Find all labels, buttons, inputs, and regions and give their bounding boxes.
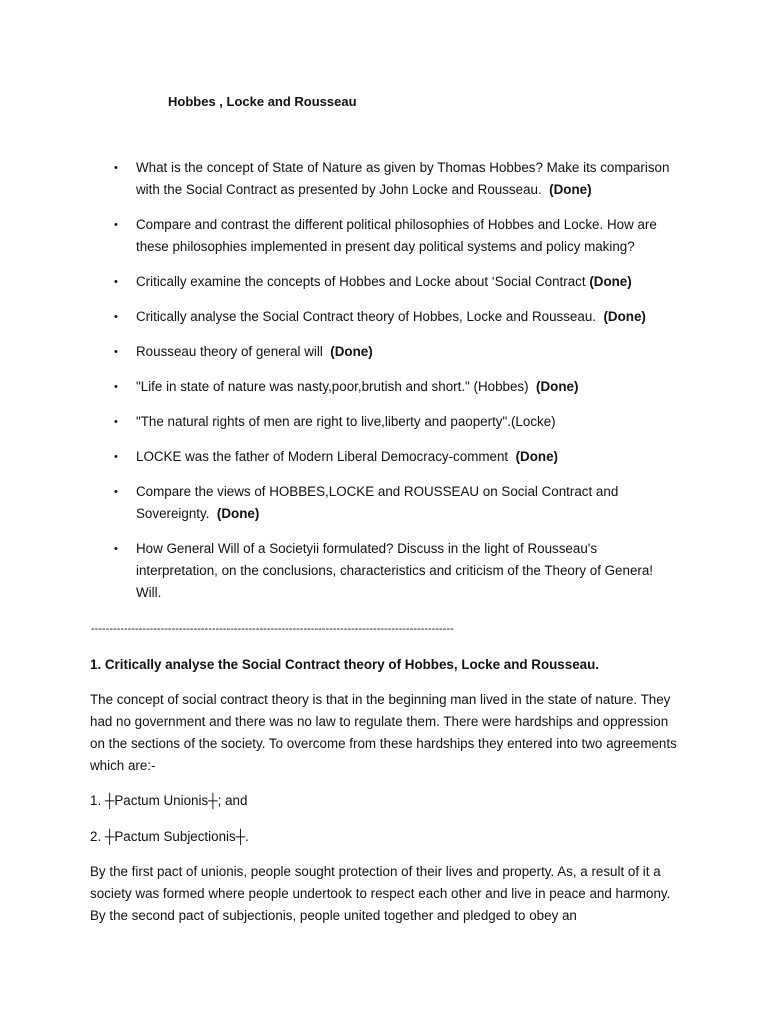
list-item [112, 341, 682, 363]
bullet-icon: • [114, 219, 118, 231]
pact-item-2: 2. ┼Pactum Subjectionis┼. [90, 829, 249, 844]
bullet-icon: • [114, 451, 118, 463]
bullet-icon: • [114, 276, 118, 288]
list-item [112, 538, 682, 604]
bullet-icon: • [114, 543, 118, 555]
divider-line: --------------------------------------------------------------------------------------------------- [91, 623, 454, 635]
question-text: What is the concept of State of Nature as given by Thomas Hobbes? Make its comparison with the Social Contract as presented by John Locke and Rousseau. [136, 160, 670, 197]
question-text: Critically analyse the Social Contract theory of Hobbes, Locke and Rousseau. [136, 309, 596, 324]
question-text: "The natural rights of men are right to live,liberty and paoperty".(Locke) [136, 414, 556, 429]
question-text: Rousseau theory of general will [136, 344, 323, 359]
intro-paragraph: The concept of social contract theory is that in the beginning man lived in the state of nature. They had no government and there was no law to regulate them. There were hardships and oppression on the sections of the society. To overcome from these hardships they entered into two agreements which are:- [90, 692, 677, 773]
list-item [112, 306, 682, 328]
question-text: LOCKE was the father of Modern Liberal Democracy-comment [136, 449, 509, 464]
bullet-icon: • [114, 486, 118, 498]
question-list [112, 157, 682, 617]
list-item [112, 214, 682, 258]
question-text: How General Will of a Societyii formulated? Discuss in the light of Rousseau's interpretation, on the conclusions, characteristics and criticism of the Theory of Genera! Will. [136, 541, 654, 600]
question-text: Compare and contrast the different political philosophies of Hobbes and Locke. How are these philosophies implemented in present day political systems and policy making? [136, 217, 657, 254]
status-badge: (Done) [536, 379, 579, 394]
list-item [112, 271, 682, 293]
bullet-icon: • [114, 162, 118, 174]
bullet-icon: • [114, 381, 118, 393]
document-title: Hobbes , Locke and Rousseau [168, 94, 357, 109]
bullet-icon: • [114, 346, 118, 358]
list-item [112, 376, 682, 398]
question-text: Compare the views of HOBBES,LOCKE and ROUSSEAU on Social Contract and Sovereignty. [136, 484, 619, 521]
status-badge: (Done) [216, 506, 260, 521]
pact-item-1: 1. ┼Pactum Unionis┼; and [90, 793, 248, 808]
list-item [112, 446, 682, 468]
status-badge: (Done) [330, 344, 373, 359]
section-heading: 1. Critically analyse the Social Contract theory of Hobbes, Locke and Rousseau. [90, 657, 599, 672]
pact-paragraph: By the first pact of unionis, people sought protection of their lives and property. As, a result of it a society was formed where people undertook to respect each other and live in peace and harmony. By the second pact of subjectionis, people united together and pledged to obey an [90, 864, 671, 923]
question-text: "Life in state of nature was nasty,poor,brutish and short." (Hobbes) [136, 379, 529, 394]
bullet-icon: • [114, 311, 118, 323]
list-item [112, 411, 682, 433]
list-item [112, 481, 682, 525]
status-badge: (Done) [589, 274, 632, 289]
status-badge: (Done) [549, 182, 592, 197]
status-badge: (Done) [515, 449, 558, 464]
status-badge: (Done) [603, 309, 646, 324]
list-item [112, 157, 682, 201]
question-text: Critically examine the concepts of Hobbes and Locke about ‘Social Contract [136, 274, 586, 289]
bullet-icon: • [114, 416, 118, 428]
